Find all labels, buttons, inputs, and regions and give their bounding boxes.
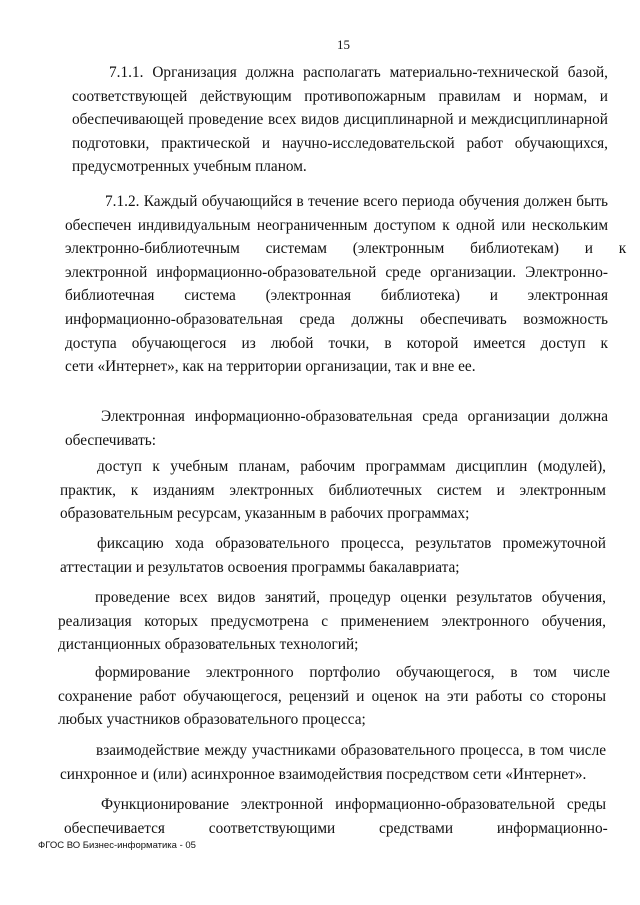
text-line: электронной информационно-образовательной среде организации. Электронно-	[65, 263, 608, 281]
text-line: 7.1.1. Организация должна располагать материально-технической базой,	[109, 64, 608, 81]
text-line: дистанционных образовательных технологий;	[58, 636, 359, 654]
text-line: обеспечивающей проведение всех видов дисциплинарной и междисциплинарной	[72, 111, 608, 129]
page-number: 15	[337, 37, 350, 52]
text-line: аттестации и результатов освоения программы бакалавриата;	[60, 558, 460, 576]
list-item-fixation	[60, 532, 606, 579]
text-line: формирование электронного портфолио обучающегося, в том числе	[95, 664, 610, 681]
text-line: Электронная информационно-образовательная среда организации должна	[101, 408, 608, 425]
text-line: соответствующей действующим противопожарным правилам и нормам, и	[72, 87, 608, 105]
text-line: сети «Интернет», как на территории организации, так и вне ее.	[65, 358, 476, 376]
list-item-classes	[58, 586, 606, 657]
text-line: доступ к учебным планам, рабочим программам дисциплин (модулей),	[97, 458, 606, 475]
text-line: обеспечивается соответствующими средствами информационно-	[64, 819, 608, 837]
list-item-interaction	[60, 739, 606, 786]
text-line: синхронное и (или) асинхронное взаимодействия посредством сети «Интернет».	[60, 765, 587, 783]
text-line: 7.1.2. Каждый обучающийся в течение всего периода обучения должен быть	[105, 193, 608, 210]
paragraph-functioning	[64, 793, 606, 840]
footer-standard-label: ФГОС ВО Бизнес-информатика - 05	[38, 840, 196, 851]
text-line: проведение всех видов занятий, процедур оценки результатов обучения,	[95, 589, 606, 606]
paragraph-7-1-2	[65, 190, 627, 379]
text-line: Функционирование электронной информационно-образовательной среды	[101, 796, 606, 813]
text-line: фиксацию хода образовательного процесса, результатов промежуточной	[97, 535, 606, 552]
text-line: образовательным ресурсам, указанным в рабочих программах;	[60, 505, 470, 523]
text-line: электронно-библиотечным системам (электронным библиотекам) и к	[65, 240, 627, 258]
text-line: практик, к изданиям электронных библиотечных систем и электронным	[60, 481, 606, 499]
text-line: реализация которых предусмотрена с применением электронного обучения,	[58, 612, 606, 630]
paragraph-eios	[65, 405, 608, 452]
text-line: взаимодействие между участниками образовательного процесса, в том числе	[96, 742, 606, 759]
text-line: обеспечивать:	[65, 431, 156, 449]
text-line: доступа обучающегося из любой точки, в которой имеется доступ к	[65, 334, 608, 352]
text-line: любых участников образовательного процесса;	[58, 711, 366, 729]
text-line: информационно-образовательная среда должны обеспечивать возможность	[65, 310, 608, 328]
list-item-portfolio	[58, 661, 610, 732]
list-item-access	[60, 455, 606, 526]
text-line: обеспечен индивидуальным неограниченным доступом к одной или нескольким	[65, 216, 608, 234]
text-line: библиотечная система (электронная библиотека) и электронная	[65, 287, 608, 305]
text-line: предусмотренных учебным планом.	[72, 158, 307, 176]
paragraph-7-1-1	[72, 61, 608, 179]
text-line: сохранение работ обучающегося, рецензий и оценок на эти работы со стороны	[58, 687, 606, 705]
text-line: подготовки, практической и научно-исследовательской работ обучающихся,	[72, 134, 608, 152]
